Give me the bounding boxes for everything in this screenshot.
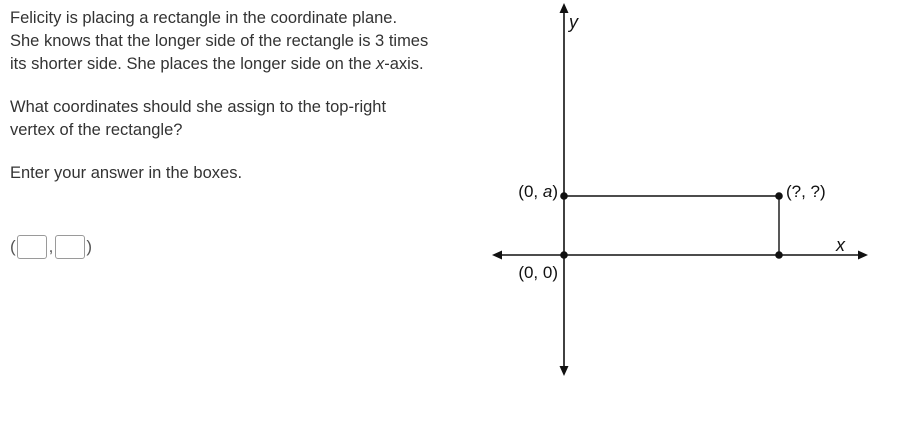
open-paren: ( [10, 237, 16, 256]
question-line-5: vertex of the rectangle? [10, 121, 183, 139]
label-top-left-suffix: ) [552, 182, 558, 201]
question-line-3-end: -axis. [384, 55, 424, 73]
x-axis-label: x [836, 235, 845, 255]
vertex-origin [560, 251, 568, 259]
question-line-4: What coordinates should she assign to the top-right [10, 98, 387, 116]
question-line-2: She knows that the longer side of the rectangle is 3 times [10, 32, 429, 50]
y-axis-label: y [569, 12, 578, 32]
question-line-1: Felicity is placing a rectangle in the coordinate plane. [10, 9, 398, 27]
label-top-left-prefix: (0, [518, 182, 543, 201]
vertex-top-left [560, 192, 568, 200]
x-variable: x [375, 55, 385, 73]
x-axis-arrow-right-icon [858, 251, 868, 260]
label-top-right-point: (?, ?) [786, 182, 826, 201]
x-axis-arrow-left-icon [492, 251, 502, 260]
label-top-left-point [518, 182, 558, 201]
comma-separator: , [48, 237, 54, 256]
vertex-bottom-right [775, 251, 783, 259]
label-top-left-var: a [542, 182, 553, 201]
instruction-text: Enter your answer in the boxes. [10, 164, 243, 182]
y-axis-arrow-up-icon [560, 3, 569, 13]
vertex-top-right [775, 192, 783, 200]
y-axis-arrow-down-icon [560, 366, 569, 376]
close-paren: ) [86, 237, 93, 256]
label-origin-point: (0, 0) [518, 263, 558, 282]
question-line-3-start: its shorter side. She places the longer side on the [10, 55, 376, 73]
